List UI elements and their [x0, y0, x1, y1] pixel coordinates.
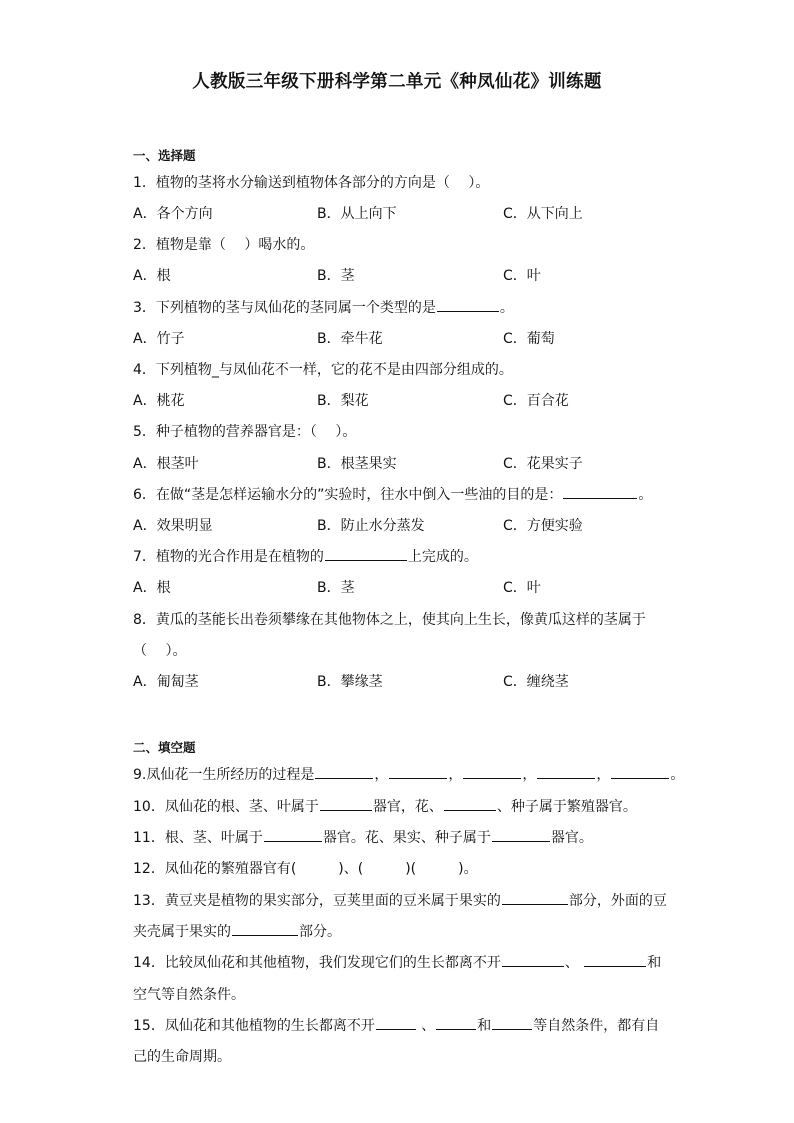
question-10-text: 10．凤仙花的根、茎、叶属于 — [133, 799, 319, 815]
separator: 、 — [564, 955, 584, 971]
answer-blank[interactable] — [492, 827, 550, 842]
question-6-stem — [133, 484, 652, 504]
option-b: B．茎 — [317, 580, 355, 596]
answer-blank[interactable] — [584, 952, 646, 967]
question-13-line2 — [133, 921, 341, 941]
option-c: C．百合花 — [503, 393, 569, 409]
option-b: B．梨花 — [317, 393, 369, 409]
option-c: C．缠绕茎 — [503, 674, 569, 690]
section-heading-choice: 一、选择题 — [133, 148, 196, 163]
question-13-line1 — [133, 890, 667, 910]
question-6-options — [133, 515, 693, 535]
separator: 、 — [416, 1018, 436, 1034]
option-b: B．牵牛花 — [317, 331, 383, 347]
question-11-text: 器官。花、果实、种子属于 — [322, 830, 491, 846]
option-a: A．桃花 — [133, 393, 185, 409]
question-10-text: 、种子属于繁殖器官。 — [496, 799, 637, 815]
question-3-stem — [133, 297, 514, 317]
question-10 — [133, 796, 637, 816]
question-13-text: 部分。 — [299, 924, 341, 940]
answer-blank[interactable] — [389, 764, 447, 779]
answer-blank[interactable] — [502, 890, 568, 905]
question-7-options — [133, 577, 693, 597]
question-5-options — [133, 453, 693, 473]
option-c: C．从下向上 — [503, 206, 583, 222]
question-10-text: 器官，花、 — [372, 799, 443, 815]
question-9 — [133, 764, 684, 784]
question-8-stem-line2: （ ）。 — [133, 643, 187, 659]
separator: ， — [374, 767, 389, 783]
option-a: A．根 — [133, 580, 171, 596]
question-15-text: 15．凤仙花和其他植物的生长都离不开 — [133, 1018, 375, 1034]
answer-blank[interactable] — [232, 921, 298, 936]
question-11-text: 器官。 — [550, 830, 593, 846]
question-13-text: 夹壳属于果实的 — [133, 924, 231, 940]
option-a: A．各个方向 — [133, 206, 213, 222]
question-4-stem: 4．下列植物_与凤仙花不一样，它的花不是由四部分组成的。 — [133, 362, 513, 378]
question-3-end: 。 — [499, 300, 514, 316]
option-a: A．根茎叶 — [133, 456, 199, 472]
answer-blank[interactable] — [436, 1015, 476, 1030]
question-9-text: 9.凤仙花一生所经历的过程是 — [133, 767, 315, 783]
question-1-stem: 1．植物的茎将水分输送到植物体各部分的方向是（ ）。 — [133, 175, 490, 191]
answer-blank[interactable] — [563, 484, 637, 499]
answer-blank[interactable] — [437, 297, 499, 312]
separator: ， — [448, 767, 463, 783]
answer-blank[interactable] — [376, 1015, 416, 1030]
answer-blank[interactable] — [537, 764, 595, 779]
answer-blank[interactable] — [502, 952, 564, 967]
option-c: C．花果实子 — [503, 456, 583, 472]
question-7-text: 7．植物的光合作用是在植物的 — [133, 549, 324, 565]
question-4-options — [133, 390, 693, 410]
option-c: C．方便实验 — [503, 518, 583, 534]
question-13-text: 部分，外面的豆 — [568, 893, 667, 909]
option-b: B．茎 — [317, 268, 355, 284]
question-1-options — [133, 203, 693, 223]
answer-blank[interactable] — [611, 764, 669, 779]
option-a: A．根 — [133, 268, 171, 284]
question-2-stem: 2．植物是靠（ ）喝水的。 — [133, 237, 315, 253]
question-14-line1 — [133, 952, 661, 972]
option-a: A．竹子 — [133, 331, 185, 347]
page-title: 人教版三年级下册科学第二单元《种凤仙花》训练题 — [192, 72, 602, 92]
option-c: C．叶 — [503, 268, 541, 284]
answer-blank[interactable] — [264, 827, 322, 842]
question-6-text: 6．在做“茎是怎样运输水分的”实验时，往水中倒入一些油的目的是： — [133, 487, 563, 503]
question-15-line1 — [133, 1015, 659, 1035]
option-b: B．根茎果实 — [317, 456, 397, 472]
answer-blank[interactable] — [320, 796, 372, 811]
separator: ， — [596, 767, 611, 783]
question-3-options — [133, 328, 693, 348]
question-14-text: 和 — [647, 955, 662, 971]
answer-blank[interactable] — [492, 1015, 532, 1030]
question-11-text: 11．根、茎、叶属于 — [133, 830, 263, 846]
question-12: 12．凤仙花的繁殖器官有( )、( )( )。 — [133, 861, 478, 877]
question-15-line2: 己的生命周期。 — [133, 1049, 231, 1065]
option-b: B．攀缘茎 — [317, 674, 383, 690]
option-c: C．叶 — [503, 580, 541, 596]
question-7-stem — [133, 546, 478, 566]
question-6-end: 。 — [638, 487, 653, 503]
question-7-end: 上完成的。 — [407, 549, 478, 565]
answer-blank[interactable] — [325, 546, 407, 561]
question-2-options — [133, 265, 693, 285]
answer-blank[interactable] — [444, 796, 496, 811]
question-3-text: 3．下列植物的茎与凤仙花的茎同属一个类型的是 — [133, 300, 436, 316]
question-5-stem: 5．种子植物的营养器官是：（ ）。 — [133, 424, 357, 440]
section-heading-fill: 二、填空题 — [133, 740, 196, 755]
option-b: B．从上向下 — [317, 206, 397, 222]
separator: ， — [522, 767, 537, 783]
answer-blank[interactable] — [463, 764, 521, 779]
question-13-text: 13．黄豆夹是植物的果实部分，豆荚里面的豆米属于果实的 — [133, 893, 501, 909]
option-c: C．葡萄 — [503, 331, 555, 347]
option-a: A．效果明显 — [133, 518, 213, 534]
question-8-options — [133, 671, 693, 691]
option-a: A．匍匐茎 — [133, 674, 199, 690]
answer-blank[interactable] — [315, 764, 373, 779]
question-8-stem-line1: 8．黄瓜的茎能长出卷须攀缘在其他物体之上，使其向上生长，像黄瓜这样的茎属于 — [133, 612, 646, 628]
question-15-text: 和 — [477, 1018, 492, 1034]
question-15-text: 等自然条件，都有自 — [533, 1018, 660, 1034]
option-b: B．防止水分蒸发 — [317, 518, 425, 534]
question-14-line2: 空气等自然条件。 — [133, 987, 245, 1003]
question-9-end: 。 — [670, 767, 685, 783]
question-11 — [133, 827, 593, 847]
question-14-text: 14．比较凤仙花和其他植物，我们发现它们的生长都离不开 — [133, 955, 501, 971]
